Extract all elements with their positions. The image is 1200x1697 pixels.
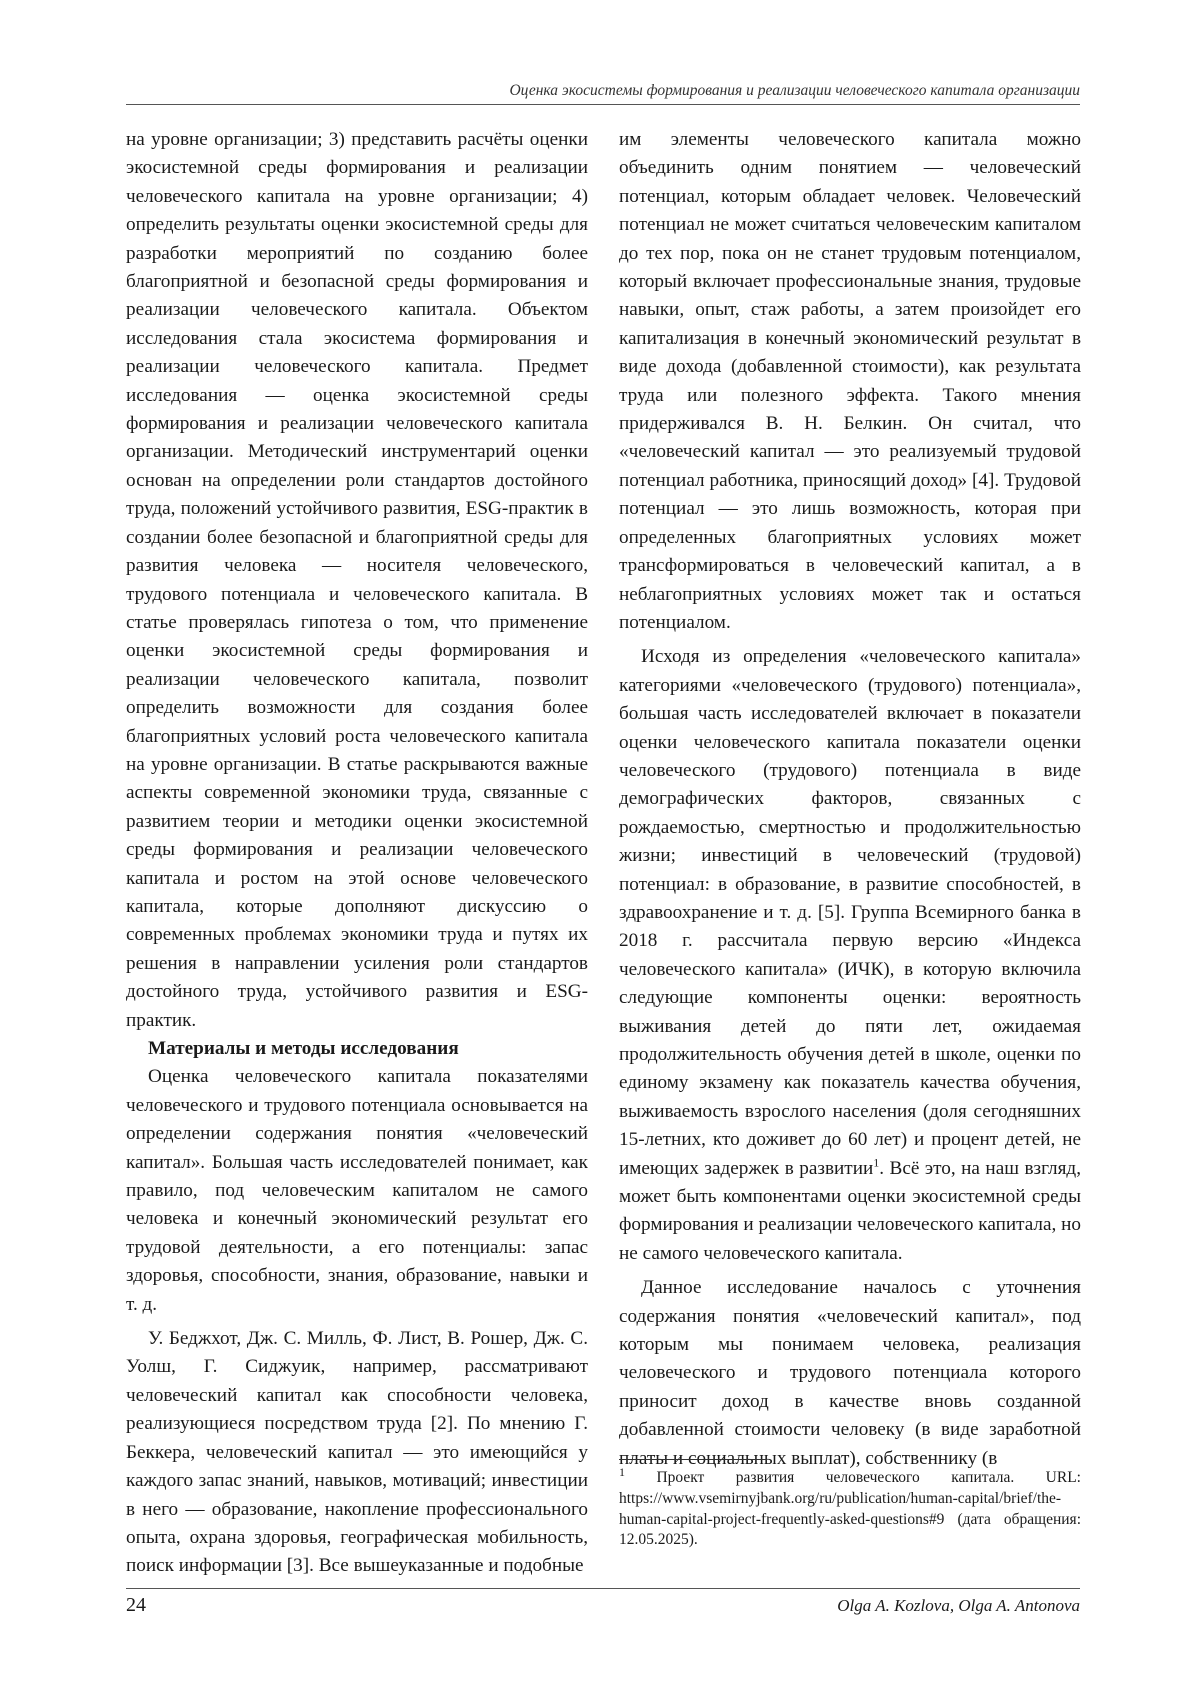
paragraph: на уровне организации; 3) представить расчёты оценки экосистемной среды формирования и реализации человеческого капитала на уровне организации; 4) определить результаты оценки экосистемной среды для разработки мероприятий по созданию более благоприятной и безопасной среды формирования и реализации человеческого капитала. Объектом исследования стала экосистема формирования и реализации человеческого капитала. Предмет исследования — оценка экосистемной среды формирования и реализации человеческого капитала организации. Методический инструментарий оценки основан на определении роли стандартов достойного труда, положений устойчивого развития, ESG-практик в создании более безопасной и благоприятной среды для развития человека — носителя человеческого, трудового потенциала и человеческого капитала. В статье проверялась гипотеза о том, что применение оценки экосистемной среды формирования и реализации человеческого капитала, позволит определить возможности для создания более благоприятных условий роста человеческого капитала на уровне организации. В статье раскрываются важные аспекты современной экономики труда, связанные с развитием теории и методики оценки экосистемной среды формирования и реализации человеческого капитала и ростом на этой основе человеческого капитала, которые дополняют дискуссию о современных проблемах экономики труда и путях их решения в направлении усиления роли стандартов достойного труда, устойчивого развития и ESG-практик. [126,129,588,1031]
running-header: Оценка экосистемы формирования и реализации человеческого капитала организации [509,82,1080,99]
footnote-divider [619,1459,767,1460]
paragraph: Оценка человеческого капитала показателями человеческого и трудового потенциала основывается на определении содержания понятия «человеческий капитал». Большая часть исследователей понимает, как правило, под человеческим капиталом не самого человека и конечный экономический результат его трудовой деятельности, а его потенциалы: запас здоровья, способности, знания, образование, навыки и т. д. [126,1066,588,1315]
paragraph: им элементы человеческого капитала можно объединить одним понятием — человеческий потенциал, которым обладает человек. Человеческий потенциал не может считаться человеческим капиталом до тех пор, пока он не станет трудовым потенциалом, который включает профессиональные знания, трудовые навыки, опыт, стаж работы, а затем произойдет его капитализация в конечный экономический результат в виде дохода (добавленной стоимости), как результата труда или полезного эффекта. Такого мнения придерживался В. Н. Белкин. Он считал, что «человеческий капитал — это реализуемый трудовой потенциал работника, приносящий доход» [4]. Трудовой потенциал — это лишь возможность, которая при определенных благоприятных условиях может трансформироваться в человеческий капитал, а в неблагоприятных условиях может так и остаться потенциалом. [619,129,1081,633]
footer-authors: Olga A. Kozlova, Olga A. Antonova [837,1596,1080,1615]
paragraph: Данное исследование началось с уточнения содержания понятия «человеческий капитал», под которым мы понимаем человека, реализация человеческого и трудового потенциала которого приносит доход в качестве вновь созданной добавленной стоимости человеку (в виде заработной платы и социальных выплат), собственнику (в [619,1277,1081,1469]
paragraph-text: Исходя из определения «человеческого капитала» категориями «человеческого (трудового) потенциала», большая часть исследователей включает в показатели оценки человеческого капитала показатели оценки человеческого (трудового) потенциала в виде демографических факторов, связанных с рождаемостью, смертностью и продолжительностью жизни; инвестиций в человеческий (трудовой) потенциал: в образование, в развитие способностей, в здравоохранение и т. д. [5]. Группа Всемирного банка в 2018 г. рассчитала первую версию «Индекса человеческого капитала» (ИЧК), в которую включила следующие компоненты оценки: вероятность выживания детей до пяти лет, ожидаемая продолжительность обучения детей в школе, оценки по единому экзамену как показатель качества обучения, выживаемость взрослого населения (доля сегодняшних 15-летних, кто доживет до 60 лет) и процент детей, не имеющих задержек в развитии [619,646,1081,1179]
header-divider [126,104,1080,105]
footer-divider [126,1588,1080,1589]
paragraph [619,643,1081,1268]
footnote-reference[interactable]: 1 [873,1155,880,1170]
left-column [126,126,588,1581]
footnote-text: Проект развития человеческого капитала. URL: https://www.vsemirnyjbank.org/ru/publication/human-capital/brief/the-human-capital-project-frequently-asked-questions#9 (дата обращения: 12.05.2025). [619,1469,1081,1549]
section-heading: Материалы и методы исследования [148,1038,459,1059]
paragraph: У. Беджхот, Дж. С. Милль, Ф. Лист, В. Рошер, Дж. С. Уолш, Г. Сиджуик, например, рассматривают человеческий капитал как способности человека, реализующиеся посредством труда [2]. По мнению Г. Беккера, человеческий капитал — это имеющийся у каждого запас знаний, навыков, мотиваций; инвестиции в него — образование, накопление профессионального опыта, охрана здоровья, географическая мобильность, поиск информации [3]. Все вышеуказанные и подобные [126,1328,588,1577]
footnote-mark: 1 [619,1464,625,1479]
footnote [619,1464,1081,1551]
page-number: 24 [126,1594,146,1616]
right-column [619,126,1081,1473]
paragraph-text: . Всё это, на наш взгляд, может быть компонентами оценки экосистемной среды формирования и реализации человеческого капитала, но не самого человеческого капитала. [619,1157,1081,1264]
